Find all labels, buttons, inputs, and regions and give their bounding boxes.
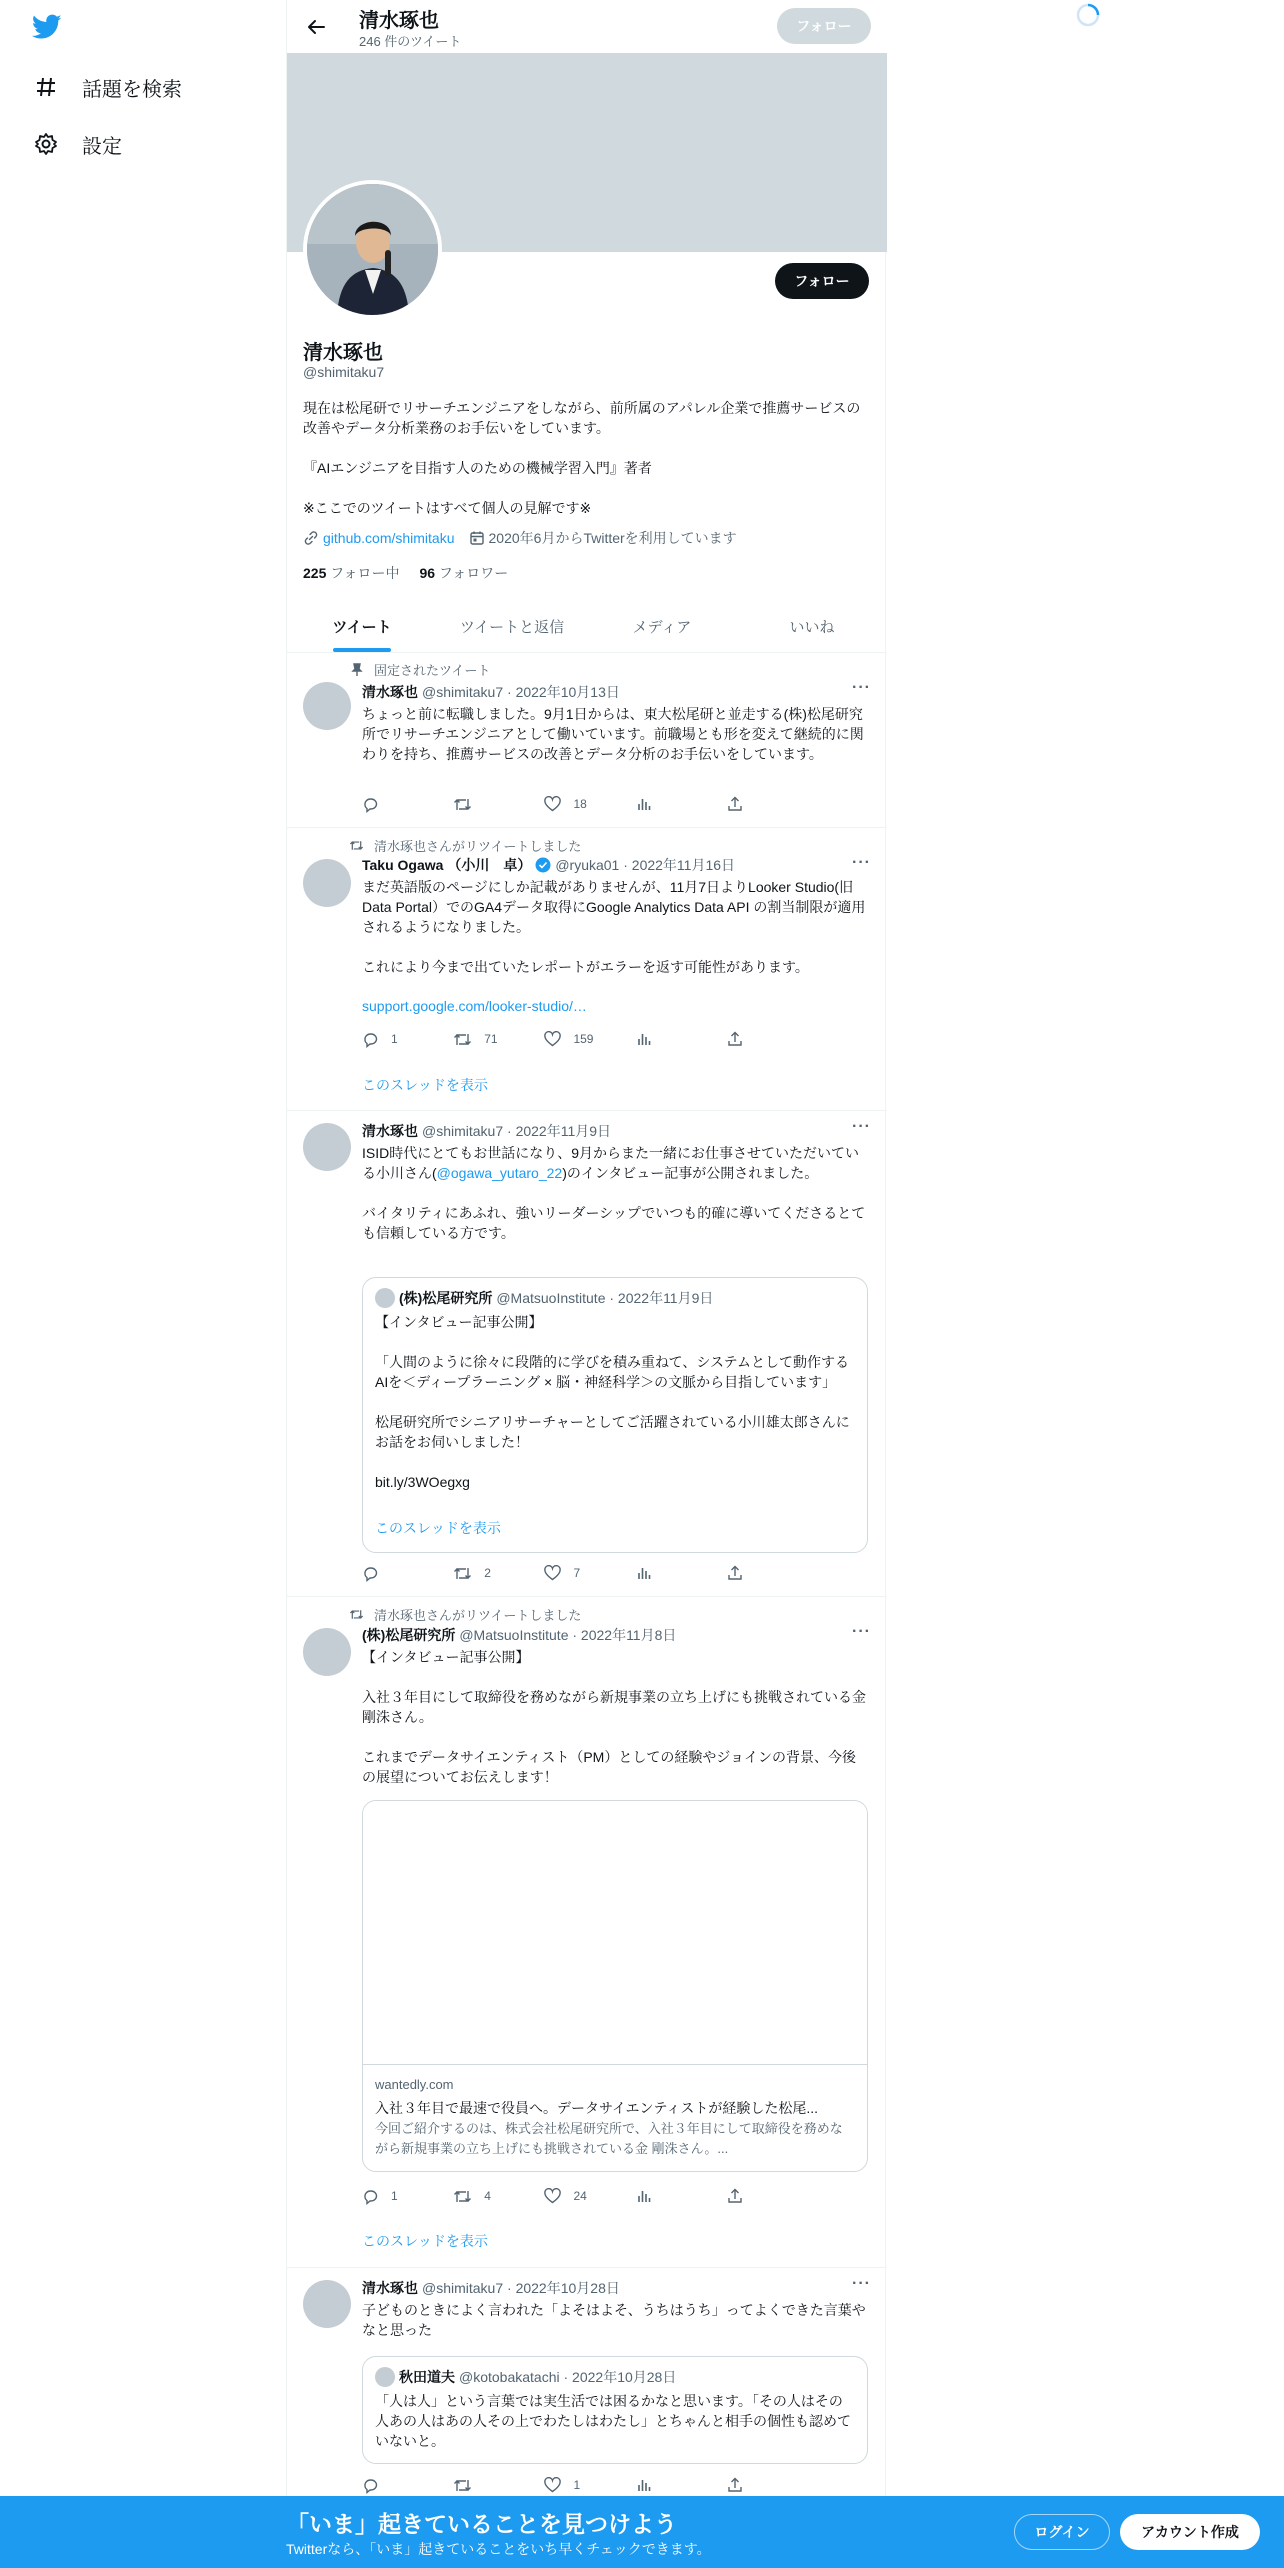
- retweet-icon: [453, 1565, 472, 1582]
- retweet-button[interactable]: [453, 2477, 544, 2494]
- tweet-actions: [362, 1029, 792, 1049]
- analytics-button[interactable]: [636, 2477, 727, 2493]
- tweet-text: 子どものときによく言われた「よそはよそ、うちはうち」ってよくできた言葉やなと思った: [362, 2302, 866, 2338]
- signup-banner: [0, 2496, 1284, 2568]
- retweet-button[interactable]: 71: [453, 1031, 544, 1048]
- tab-tweets[interactable]: ツイート: [287, 600, 437, 652]
- heart-icon: [544, 1565, 561, 1581]
- tweet-context: 固定されたツイート: [332, 660, 490, 679]
- quoted-tweet[interactable]: [362, 1277, 868, 1553]
- more-icon[interactable]: ···: [852, 854, 871, 871]
- analytics-icon: [636, 796, 652, 812]
- tweet-context: 清水琢也さんがリツイートしました: [332, 1605, 581, 1624]
- retweet-icon: [332, 1608, 364, 1621]
- analytics-button[interactable]: [636, 796, 727, 812]
- bio-line: ※ここでのツイートはすべて個人の見解です※: [303, 500, 592, 516]
- signup-button[interactable]: アカウント作成: [1120, 2514, 1260, 2550]
- retweet-icon: [453, 796, 472, 813]
- quote-header: 秋田道夫 @kotobakatachi · 2022年10月28日: [375, 2367, 676, 2387]
- share-button[interactable]: [727, 1031, 792, 1047]
- tweet-header: 清水琢也 @shimitaku7 · 2022年10月28日: [362, 2280, 620, 2296]
- tweet-link[interactable]: support.google.com/looker-studio/…: [362, 998, 587, 1014]
- tweet-header: Taku Ogawa （小川 卓） @ryuka01 · 2022年11月16日: [362, 857, 736, 873]
- gear-icon: [32, 130, 60, 158]
- profile-header-bar: [287, 0, 887, 53]
- profile-name: 清水琢也: [303, 342, 383, 364]
- like-button[interactable]: 1: [544, 2477, 635, 2493]
- profile-handle: @shimitaku7: [303, 364, 385, 380]
- analytics-icon: [636, 1031, 652, 1047]
- share-icon: [727, 2188, 743, 2204]
- tweet-header: (株)松尾研究所 @MatsuoInstitute · 2022年11月8日: [362, 1627, 677, 1643]
- heart-icon: [544, 796, 561, 812]
- retweet-button[interactable]: [453, 796, 544, 813]
- heart-icon: [544, 2188, 561, 2204]
- more-icon[interactable]: ···: [852, 2275, 871, 2292]
- like-button[interactable]: 7: [544, 1565, 635, 1581]
- quote-text: 【インタビュー記事公開】 「人間のように徐々に段階的に学びを積み重ねて、システムとして動作するAIを＜ディープラーニング × 脳・神経科学＞の文脈から目指しています」 松尾研究所でシニアリサーチャーとしてご活躍されている小川雄太郎さんにお話をお伺いしました！ bit.ly/3WOegxg: [375, 1314, 850, 1490]
- tweet-actions: [362, 1563, 792, 1583]
- tab-media[interactable]: メディア: [632, 618, 692, 636]
- retweet-button[interactable]: 4: [453, 2188, 544, 2205]
- hashtag-icon: [32, 73, 60, 101]
- reply-button[interactable]: [362, 2477, 453, 2494]
- follow-button[interactable]: フォロー: [775, 263, 869, 299]
- show-thread-link[interactable]: このスレッドを表示: [362, 2233, 488, 2249]
- card-title: 入社３年目で最速で役員へ。データサイエンティストが経験した松尾...: [375, 2100, 819, 2116]
- quote-header: (株)松尾研究所 @MatsuoInstitute · 2022年11月9日: [375, 1288, 713, 1308]
- reply-icon: [362, 1565, 379, 1582]
- heart-icon: [544, 2477, 561, 2493]
- tweet[interactable]: [287, 1597, 887, 2268]
- quote-avatar: [375, 2367, 395, 2387]
- reply-button[interactable]: [362, 796, 453, 813]
- tweet-avatar[interactable]: [303, 1628, 351, 1676]
- show-thread-link[interactable]: このスレッドを表示: [375, 1520, 501, 1536]
- tab-tweets-and-replies[interactable]: ツイートと返信: [459, 618, 565, 636]
- pin-icon: [332, 663, 364, 677]
- share-icon: [727, 1031, 743, 1047]
- reply-icon: [362, 2188, 379, 2205]
- follow-stats: [303, 563, 508, 583]
- tweet-actions: [362, 2186, 792, 2206]
- more-icon[interactable]: ···: [852, 679, 871, 696]
- left-navigation: [0, 0, 286, 2568]
- reply-button[interactable]: 1: [362, 1031, 453, 1048]
- twitter-bird-icon[interactable]: [32, 14, 64, 46]
- card-domain: wantedly.com: [375, 2077, 454, 2092]
- tweet-header: 清水琢也 @shimitaku7 · 2022年11月9日: [362, 1123, 612, 1139]
- show-thread-link[interactable]: このスレッドを表示: [362, 1077, 488, 1093]
- analytics-icon: [636, 2477, 652, 2493]
- avatar[interactable]: [303, 180, 442, 319]
- tab-likes[interactable]: いいね: [789, 618, 835, 636]
- retweet-icon: [453, 2188, 472, 2205]
- like-button[interactable]: 24: [544, 2188, 635, 2204]
- tweet[interactable]: [287, 653, 887, 828]
- tweet-actions: [362, 794, 792, 814]
- tweet-text: 【インタビュー記事公開】 入社３年目にして取締役を務めながら新規事業の立ち上げにも挑戦されている金 剛洙さん。 これまでデータサイエンティスト（PM）としての経験やジョインの背景、今後の展望についてお伝えします！: [362, 1649, 866, 1785]
- reply-icon: [362, 796, 379, 813]
- verified-badge-icon: [535, 857, 551, 873]
- nav-explore[interactable]: [32, 67, 182, 107]
- card-image: [363, 1801, 867, 2065]
- tweet-avatar[interactable]: [303, 859, 351, 907]
- retweet-icon: [453, 1031, 472, 1048]
- tweet-text: まだ英語版のページにしか記載がありませんが、11月7日よりLooker Studio(旧Data Portal）でのGA4データ取得にGoogle Analytics Data API の割当制限が適用されるようになりました。 これにより今まで出ていたレポートがエラーを返す可能性があります。: [362, 879, 866, 975]
- link-icon: [303, 530, 319, 546]
- more-icon[interactable]: ···: [852, 1118, 871, 1135]
- banner-title: 「いま」起きていることを見つけよう: [286, 2511, 677, 2537]
- banner-subtitle: Twitterなら、「いま」起きていることをいち早くチェックできます。: [286, 2541, 711, 2557]
- reply-button[interactable]: [362, 1565, 453, 1582]
- retweet-icon: [453, 2477, 472, 2494]
- link-card[interactable]: [362, 1800, 868, 2172]
- back-arrow-icon[interactable]: [301, 12, 331, 42]
- share-button[interactable]: [727, 796, 792, 812]
- joined-date: 2020年6月からTwitterを利用しています: [488, 530, 737, 546]
- retweet-button[interactable]: 2: [453, 1565, 544, 1582]
- profile-meta: [303, 528, 751, 548]
- tweet-actions: [362, 2475, 792, 2495]
- reply-icon: [362, 1031, 379, 1048]
- reply-icon: [362, 2477, 379, 2494]
- share-icon: [727, 1565, 743, 1581]
- tweet[interactable]: [287, 828, 887, 1111]
- tweet-text: ちょっと前に転職しました。9月1日からは、東大松尾研と並走する(株)松尾研究所でリサーチエンジニアとして働いています。前職場とも形を変えて継続的に関わりを持ち、推薦サービスの改善とデータ分析のお手伝いをしています。: [362, 706, 864, 762]
- card-description: 今回ご紹介するのは、株式会社松尾研究所で、入社３年目にして取締役を務めながら新規事業の立ち上げにも挑戦されている金 剛洙さん。...: [375, 2121, 843, 2156]
- analytics-button[interactable]: [636, 1031, 727, 1047]
- share-button[interactable]: [727, 1565, 792, 1581]
- website-link[interactable]: github.com/shimitaku: [323, 530, 455, 546]
- nav-settings-label: 設定: [82, 135, 122, 158]
- profile-joined: [469, 528, 737, 548]
- tweet-text: ISID時代にとてもお世話になり、9月からまた一緒にお仕事させていただいている小川さん(@ogawa_yutaro_22)のインタビュー記事が公開されました。 バイタリティにあふれ、強いリーダーシップでいつも的確に導いてくださるとても信頼している方です。: [362, 1145, 866, 1241]
- like-button[interactable]: 159: [544, 1031, 635, 1047]
- bio-line: 現在は松尾研でリサーチエンジニアをしながら、前所属のアパレル企業で推薦サービスの改善やデータ分析業務のお手伝いをしています。: [303, 400, 861, 436]
- nav-explore-label: 話題を検索: [82, 78, 182, 101]
- header-tweet-count: 246 件のツイート: [359, 34, 462, 49]
- followers-link[interactable]: 96 フォロワー: [419, 565, 509, 581]
- tweet-avatar[interactable]: [303, 682, 351, 730]
- loading-spinner-icon: [1076, 3, 1100, 27]
- share-button[interactable]: [727, 2477, 792, 2493]
- profile-bio: [303, 398, 871, 538]
- nav-settings[interactable]: [32, 124, 122, 164]
- heart-icon: [544, 1031, 561, 1047]
- tweet-context: 清水琢也さんがリツイートしました: [332, 836, 581, 855]
- share-button[interactable]: [727, 2188, 792, 2204]
- profile-website[interactable]: [303, 530, 455, 546]
- analytics-icon: [636, 2188, 652, 2204]
- calendar-icon: [469, 530, 485, 546]
- quote-text: 「人は人」という言葉では実生活では困るかなと思います。「その人はその人あの人はあの人その上でわたしはわたし」とちゃんと相手の個性も認めていないと。: [375, 2393, 851, 2449]
- analytics-button[interactable]: [636, 2188, 727, 2204]
- quote-avatar: [375, 1288, 395, 1308]
- reply-button[interactable]: 1: [362, 2188, 453, 2205]
- retweet-icon: [332, 839, 364, 852]
- tweet[interactable]: [287, 1111, 887, 1597]
- mention-link[interactable]: @ogawa_yutaro_22: [436, 1165, 563, 1181]
- header-name: 清水琢也: [359, 10, 439, 32]
- more-icon[interactable]: ···: [852, 1623, 871, 1640]
- analytics-icon: [636, 1565, 652, 1581]
- tweet-avatar[interactable]: [303, 2280, 351, 2328]
- bio-line: 『AIエンジニアを目指す人のための機械学習入門』著者: [303, 460, 652, 476]
- following-link[interactable]: 225 フォロー中: [303, 565, 400, 581]
- login-button[interactable]: ログイン: [1014, 2514, 1110, 2550]
- tweet-header: 清水琢也 @shimitaku7 · 2022年10月13日: [362, 684, 620, 700]
- header-follow-button[interactable]: フォロー: [777, 8, 871, 44]
- tweet-avatar[interactable]: [303, 1123, 351, 1171]
- quoted-tweet[interactable]: [362, 2356, 868, 2464]
- profile-column: [286, 0, 886, 2568]
- share-icon: [727, 2477, 743, 2493]
- analytics-button[interactable]: [636, 1565, 727, 1581]
- like-button[interactable]: 18: [544, 796, 635, 812]
- profile-tabs: [287, 600, 887, 653]
- share-icon: [727, 796, 743, 812]
